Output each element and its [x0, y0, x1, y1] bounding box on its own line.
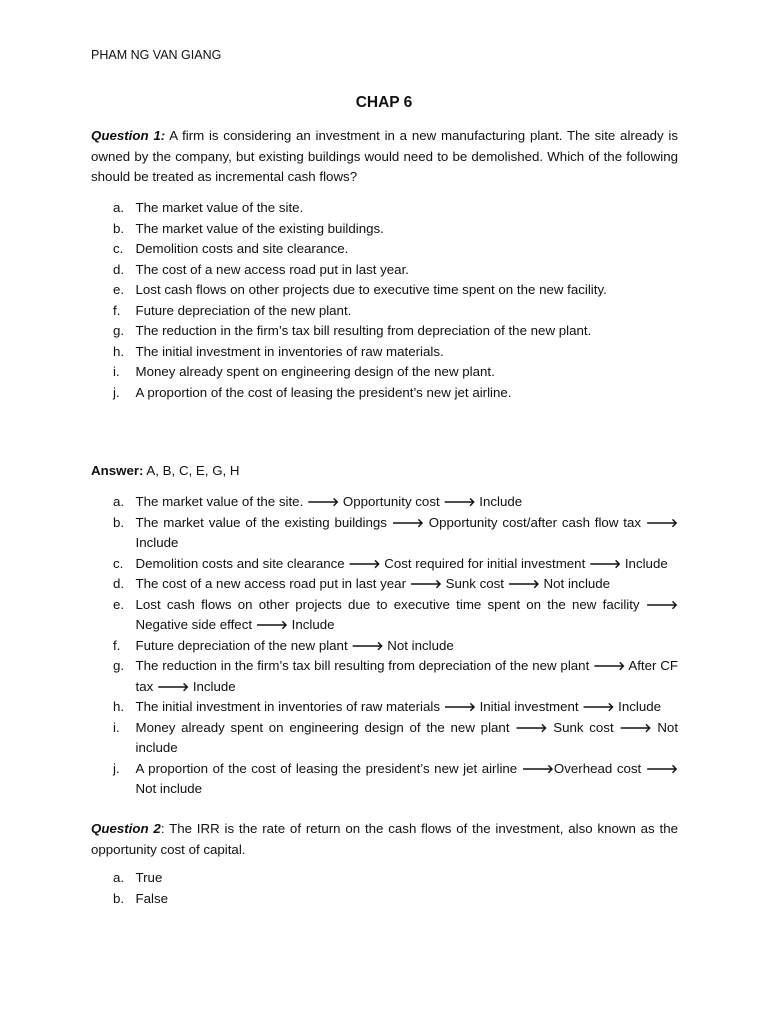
- list-marker: e.: [113, 282, 125, 297]
- list-marker: f.: [113, 637, 121, 653]
- option-text: Demolition costs and site clearance.: [135, 241, 349, 256]
- author-name: PHAM NG VAN GIANG: [91, 48, 222, 62]
- list-marker: c.: [113, 555, 124, 571]
- explanation-text: The market value of the existing buildings: [135, 514, 392, 530]
- explanation-text: The initial investment in inventories of raw materials: [135, 699, 444, 714]
- option-text: True: [135, 870, 163, 885]
- option-text: Lost cash flows on other projects due to executive time spent on the new facility.: [135, 282, 607, 297]
- list-marker: b.: [113, 220, 125, 236]
- answer-explanation-item: [91, 513, 678, 554]
- right-arrow-icon: 🡒: [588, 556, 622, 571]
- list-marker: i.: [113, 364, 120, 379]
- question-1-option: [91, 321, 678, 342]
- right-arrow-icon: 🡒: [645, 597, 678, 612]
- explanation-text: Demolition costs and site clearance: [135, 555, 349, 571]
- question-1-options: [91, 198, 678, 403]
- explanation-text: The cost of a new access road put in last year: [135, 576, 410, 591]
- list-marker: j.: [113, 384, 120, 400]
- list-marker: h.: [113, 343, 125, 359]
- answer-explanation-item: [91, 697, 678, 718]
- right-arrow-icon: 🡒: [582, 700, 615, 714]
- explanation-text: Cost required for initial investment: [380, 555, 589, 571]
- explanation-text: Future depreciation of the new plant: [135, 637, 352, 653]
- option-text: Money already spent on engineering design of the new plant.: [135, 364, 495, 379]
- explanation-text: Include: [621, 555, 668, 571]
- answer-label: Answer:: [91, 463, 144, 478]
- list-marker: b.: [113, 514, 125, 530]
- explanation-text: Include: [287, 617, 335, 632]
- option-text: The reduction in the firm’s tax bill resulting from depreciation of the new plant.: [135, 323, 592, 338]
- explanation-text: Not include: [135, 719, 679, 755]
- explanation-text: Initial investment: [475, 699, 583, 714]
- right-arrow-icon: 🡒: [391, 515, 424, 530]
- answer-explanation-item: [91, 656, 678, 697]
- question-1-option: [91, 198, 678, 219]
- explanation-text: Negative side effect: [135, 617, 256, 632]
- list-marker: a.: [113, 870, 125, 885]
- list-marker: a.: [113, 494, 125, 509]
- option-text: Future depreciation of the new plant.: [135, 302, 352, 318]
- question-1-option: [91, 239, 678, 260]
- option-text: The market value of the site.: [135, 200, 304, 215]
- option-text: The cost of a new access road put in last year.: [135, 261, 409, 277]
- right-arrow-icon: 🡒: [593, 659, 626, 673]
- list-marker: h.: [113, 699, 125, 714]
- right-arrow-icon: 🡒: [619, 720, 652, 735]
- question-2-option: [91, 889, 678, 910]
- right-arrow-icon: 🡒: [348, 556, 381, 571]
- right-arrow-icon: 🡒: [443, 495, 476, 509]
- answer-explanation-item: [91, 574, 678, 595]
- question-1-label: Question 1:: [91, 128, 166, 143]
- right-arrow-icon: 🡒: [443, 700, 476, 714]
- answer-value: A, B, C, E, G, H: [143, 463, 240, 478]
- question-1-option: [91, 301, 678, 322]
- question-2-options: [91, 868, 678, 909]
- option-text: The market value of the existing buildings.: [135, 220, 384, 236]
- list-marker: e.: [113, 596, 125, 612]
- question-2: [91, 819, 678, 860]
- question-1-option: [91, 342, 678, 363]
- explanation-text: Overhead cost: [553, 760, 646, 776]
- question-1-option: [91, 362, 678, 383]
- explanation-text: Opportunity cost: [339, 494, 444, 509]
- explanation-text: Not include: [383, 637, 454, 653]
- explanation-text: Sunk cost: [441, 576, 508, 591]
- option-text: False: [135, 890, 169, 906]
- right-arrow-icon: 🡒: [645, 761, 678, 776]
- answer-explanation-item: [91, 636, 678, 657]
- list-marker: d.: [113, 576, 125, 591]
- explanation-text: Not include: [135, 781, 203, 796]
- list-marker: i.: [113, 719, 120, 735]
- explanation-text: A proportion of the cost of leasing the president’s new jet airline: [135, 760, 522, 776]
- list-marker: f.: [113, 302, 121, 318]
- list-marker: g.: [113, 323, 125, 338]
- question-1-text: A firm is considering an investment in a new manufacturing plant. The site already is owned by the company, but existing buildings would need to be demolished. Which of the following should be treated as incremental cash flows?: [91, 128, 678, 184]
- question-2-text: : The IRR is the rate of return on the cash flows of the investment, also known as the opportunity cost of capital.: [91, 821, 678, 857]
- chapter-title: CHAP 6: [355, 94, 413, 111]
- list-marker: j.: [113, 760, 120, 776]
- right-arrow-icon: 🡒: [521, 761, 554, 776]
- explanation-text: Include: [614, 699, 662, 714]
- answer-explanation-item: [91, 718, 678, 759]
- answer-1: [91, 461, 678, 482]
- right-arrow-icon: 🡒: [645, 515, 679, 530]
- list-marker: g.: [113, 658, 125, 673]
- answer-explanation-item: [91, 595, 678, 636]
- explanation-text: The reduction in the firm’s tax bill resulting from depreciation of the new plant: [135, 658, 594, 673]
- explanation-text: Opportunity cost/after cash flow tax: [423, 514, 646, 530]
- explanation-text: Not include: [539, 576, 611, 591]
- list-marker: c.: [113, 241, 124, 256]
- explanation-text: The market value of the site.: [135, 494, 307, 509]
- option-text: The initial investment in inventories of raw materials.: [135, 343, 444, 359]
- question-1: [91, 126, 678, 188]
- list-marker: b.: [113, 890, 125, 906]
- right-arrow-icon: 🡒: [306, 495, 340, 509]
- question-2-label: Question 2: [91, 821, 161, 836]
- explanation-text: Include: [189, 678, 236, 694]
- right-arrow-icon: 🡒: [156, 679, 190, 694]
- list-marker: a.: [113, 200, 125, 215]
- question-1-option: [91, 260, 678, 281]
- right-arrow-icon: 🡒: [507, 577, 540, 591]
- explanation-text: Include: [475, 494, 523, 509]
- explanation-text: Include: [135, 535, 179, 550]
- question-1-option: [91, 219, 678, 240]
- list-marker: d.: [113, 261, 125, 277]
- right-arrow-icon: 🡒: [409, 577, 442, 591]
- explanation-text: Lost cash flows on other projects due to executive time spent on the new facility: [135, 596, 646, 612]
- answer-explanation-item: [91, 759, 678, 800]
- right-arrow-icon: 🡒: [515, 720, 548, 735]
- right-arrow-icon: 🡒: [351, 638, 384, 653]
- question-2-option: [91, 868, 678, 889]
- question-1-option: [91, 383, 678, 404]
- explanation-text: Money already spent on engineering design of the new plant: [135, 719, 516, 735]
- question-1-option: [91, 280, 678, 301]
- answer-explanation-item: [91, 554, 678, 575]
- explanation-text: Sunk cost: [547, 719, 620, 735]
- right-arrow-icon: 🡒: [255, 618, 288, 632]
- option-text: A proportion of the cost of leasing the president’s new jet airline.: [135, 384, 512, 400]
- answer-explanation-item: [91, 492, 678, 513]
- explanation-text: After CF tax: [135, 658, 678, 694]
- answer-1-explanations: [91, 492, 678, 800]
